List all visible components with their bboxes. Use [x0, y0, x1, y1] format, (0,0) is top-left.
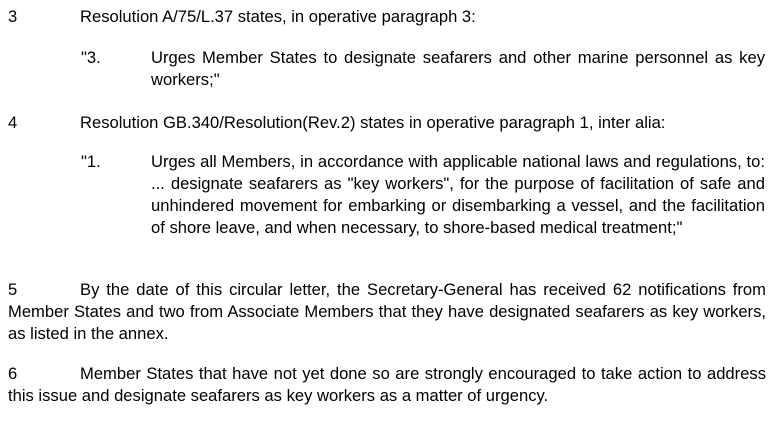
- quote-text: Urges all Members, in accordance with applicable national laws and regulations, to: ... designate seafarers as "key workers", for the purpose of facilitation of safe and unhindered movement for embarking or disembarking a vessel, and the facilitation of shore leave, and when necessary, to shore-based medical treatment;": [151, 152, 765, 237]
- paragraph-number: 4: [8, 113, 18, 132]
- paragraph-number: 3: [8, 7, 18, 26]
- paragraph-text: Member States that have not yet done so are strongly encouraged to take action to address this issue and designate seafarers as key workers as a matter of urgency.: [8, 364, 766, 405]
- paragraph-lead-text: Resolution GB.340/Resolution(Rev.2) states in operative paragraph 1, inter alia:: [80, 113, 666, 132]
- quote-number: "1.: [81, 152, 101, 171]
- paragraph-number: 5: [8, 280, 18, 299]
- paragraph-lead-text: Resolution A/75/L.37 states, in operative paragraph 3:: [80, 7, 476, 26]
- quote-number: "3.: [81, 48, 101, 67]
- paragraph-number: 6: [8, 364, 18, 383]
- quote-text: Urges Member States to designate seafarers and other marine personnel as key workers;": [151, 48, 765, 89]
- paragraph-text: By the date of this circular letter, the Secretary-General has received 62 notifications from Member States and two from Associate Members that they have designated seafarers as key workers, as listed in the annex.: [8, 280, 766, 343]
